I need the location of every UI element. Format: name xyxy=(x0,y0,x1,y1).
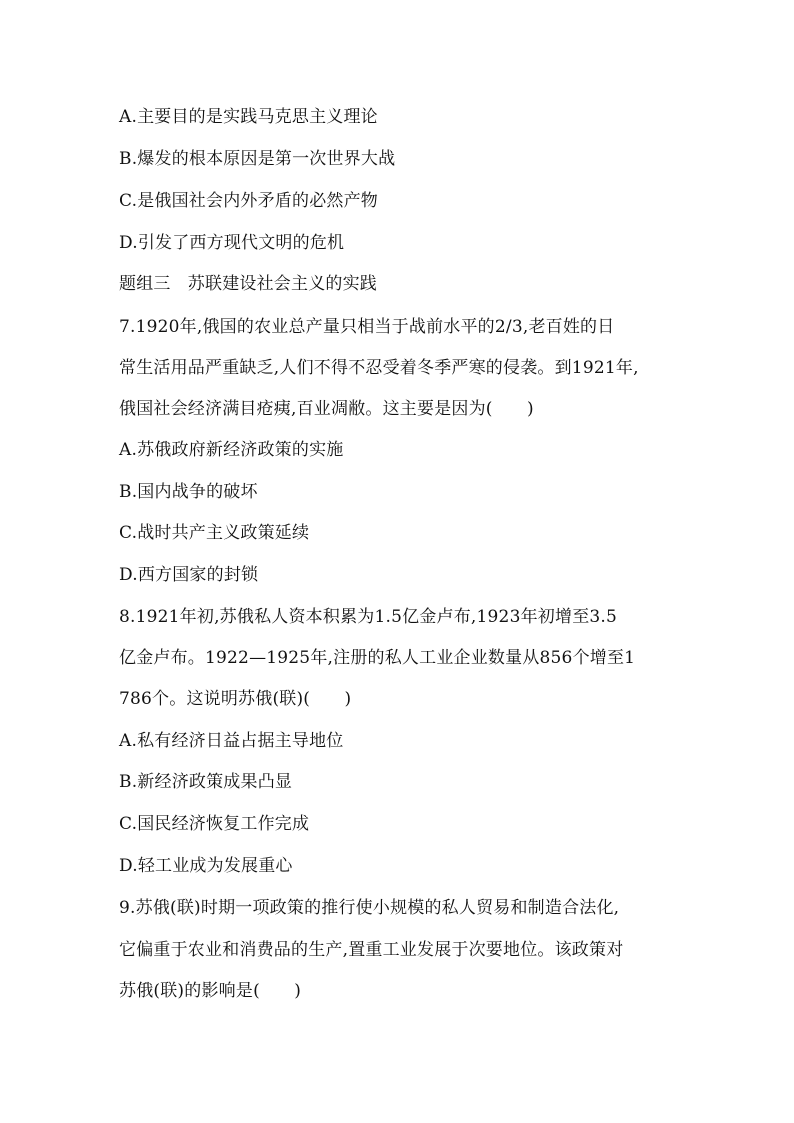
q7-stem-line-2: 常生活用品严重缺乏,人们不得不忍受着冬季严寒的侵袭。到1921年, xyxy=(119,358,639,378)
q7-option-c: C.战时共产主义政策延续 xyxy=(119,523,310,543)
q8-stem-line-1: 8.1921年初,苏俄私人资本积累为1.5亿金卢布,1923年初增至3.5 xyxy=(119,607,618,627)
section-heading: 题组三 苏联建设社会主义的实践 xyxy=(119,274,377,294)
q6-option-a: A.主要目的是实践马克思主义理论 xyxy=(119,107,378,127)
q8-option-a: A.私有经济日益占据主导地位 xyxy=(119,731,344,751)
q9-stem-line-1: 9.苏俄(联)时期一项政策的推行使小规模的私人贸易和制造合法化, xyxy=(119,898,620,918)
q7-stem-line-1: 7.1920年,俄国的农业总产量只相当于战前水平的2/3,老百姓的日 xyxy=(119,317,615,337)
q8-stem-line-3: 786个。这说明苏俄(联)( ) xyxy=(119,689,352,709)
q9-stem-line-2: 它偏重于农业和消费品的生产,置重工业发展于次要地位。该政策对 xyxy=(119,940,624,960)
q7-option-d: D.西方国家的封锁 xyxy=(119,565,259,585)
q8-option-d: D.轻工业成为发展重心 xyxy=(119,856,293,876)
q7-option-a: A.苏俄政府新经济政策的实施 xyxy=(119,440,344,460)
q8-option-c: C.国民经济恢复工作完成 xyxy=(119,814,310,834)
q8-stem-line-2: 亿金卢布。1922—1925年,注册的私人工业企业数量从856个增至1 xyxy=(119,648,636,668)
q6-option-b: B.爆发的根本原因是第一次世界大战 xyxy=(119,149,396,169)
q7-stem-line-3: 俄国社会经济满目疮痍,百业凋敝。这主要是因为( ) xyxy=(119,399,534,419)
q9-stem-line-3: 苏俄(联)的影响是( ) xyxy=(119,981,302,1001)
q6-option-d: D.引发了西方现代文明的危机 xyxy=(119,233,345,253)
q8-option-b: B.新经济政策成果凸显 xyxy=(119,772,293,792)
q7-option-b: B.国内战争的破坏 xyxy=(119,482,258,502)
q6-option-c: C.是俄国社会内外矛盾的必然产物 xyxy=(119,191,379,211)
